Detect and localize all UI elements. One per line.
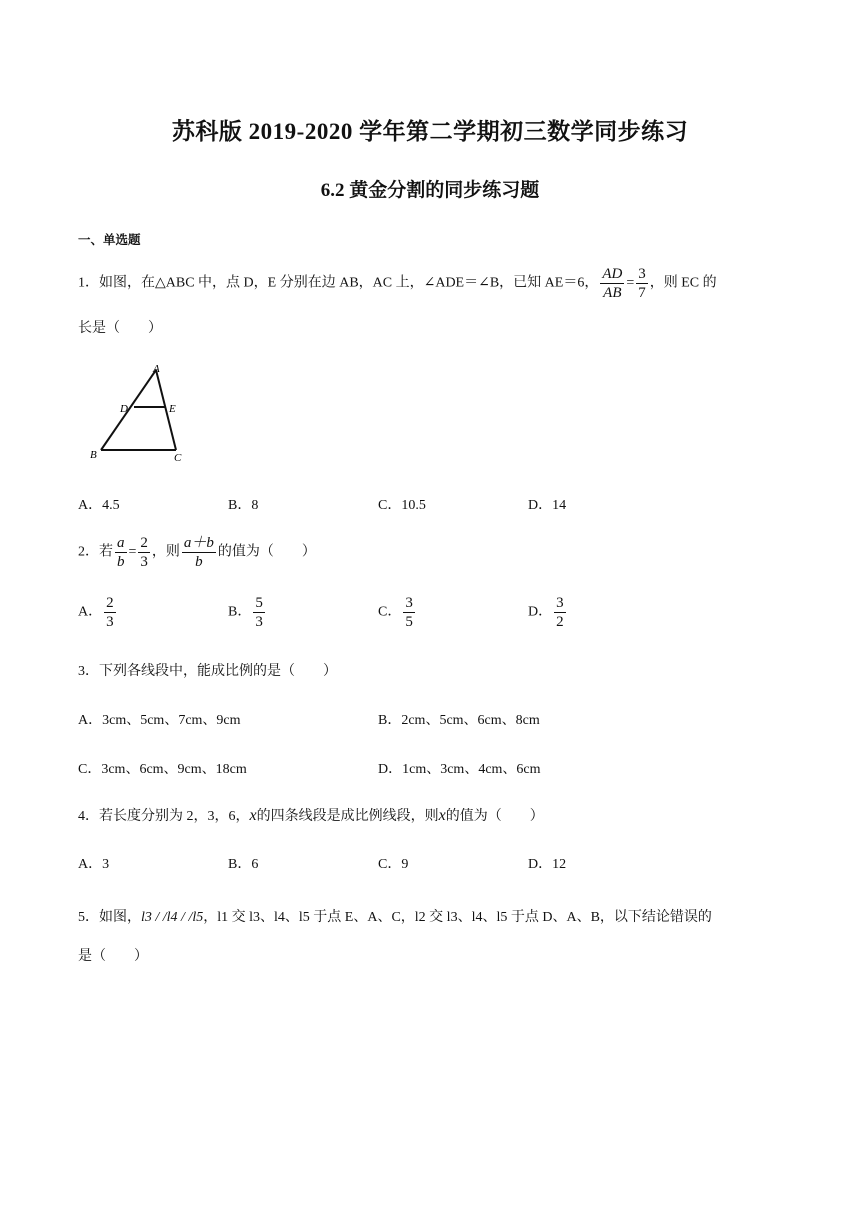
frac-num: 3 xyxy=(638,266,646,282)
question-2-suffix: 的值为（ ） xyxy=(217,544,316,560)
question-2-mid: ，则 xyxy=(151,544,180,560)
q4-option-d[interactable]: D．12 xyxy=(528,857,567,872)
side-ab xyxy=(101,370,156,450)
fraction-3-7 xyxy=(636,265,648,302)
question-5-line1 xyxy=(78,906,712,926)
q2-option-c[interactable] xyxy=(378,594,417,631)
parallel-lines-expression: l3 / /l4 / /l5 xyxy=(141,910,204,925)
q1-option-b[interactable]: B．8 xyxy=(228,498,259,513)
label-a: A xyxy=(153,363,160,375)
option-label: D． xyxy=(528,604,553,620)
fraction-ad-ab xyxy=(600,265,624,302)
option-label: B． xyxy=(228,604,252,620)
variable-x: x xyxy=(438,807,446,824)
triangle-figure xyxy=(86,362,196,466)
frac-num: a＋b xyxy=(183,535,214,551)
question-1-text: 1．如图，在△ABC 中，点 D，E 分别在边 AB，AC 上，∠ADE＝∠B，已知 AE＝6， xyxy=(78,275,599,291)
frac-den: b xyxy=(117,554,125,570)
q3-option-c[interactable]: C．3cm、6cm、9cm、18cm xyxy=(78,762,247,777)
frac-den: 2 xyxy=(556,614,564,630)
question-5-text-a: 5．如图， xyxy=(78,910,141,925)
frac-den: 7 xyxy=(638,285,646,301)
label-c: C xyxy=(174,452,182,464)
question-3: 3．下列各线段中，能成比例的是（ ） xyxy=(78,664,337,679)
question-1-line1 xyxy=(78,265,717,302)
q4-option-a[interactable]: A．3 xyxy=(78,857,110,872)
page-title: 苏科版 2019-2020 学年第二学期初三数学同步练习 xyxy=(171,119,689,144)
frac-den: 5 xyxy=(405,614,413,630)
question-2 xyxy=(78,534,316,571)
question-5-text-b: ，l1 交 l3、l4、l5 于点 E、A、C，l2 交 l3、l4、l5 于点 D、A、B，以下结论错误的 xyxy=(203,910,712,925)
option-label: C． xyxy=(378,604,402,620)
option-label: A． xyxy=(78,604,103,620)
q1-option-c[interactable]: C．10.5 xyxy=(378,498,426,513)
frac-num: AD xyxy=(602,266,623,282)
frac-num: 2 xyxy=(106,595,114,611)
question-1-line2: 长是（ ） xyxy=(78,321,162,336)
label-b: B xyxy=(90,449,97,461)
frac-num: a xyxy=(117,535,125,551)
q3-option-d[interactable]: D．1cm、3cm、4cm、6cm xyxy=(378,762,541,777)
frac-den: 3 xyxy=(140,554,148,570)
question-4-text-c: 的值为（ ） xyxy=(445,809,544,824)
option-fraction xyxy=(253,594,265,631)
frac-den: AB xyxy=(603,285,622,301)
frac-den: 3 xyxy=(106,614,114,630)
fraction-2-3 xyxy=(138,534,150,571)
label-d: D xyxy=(120,403,128,415)
equals-sign: = xyxy=(128,544,137,560)
fraction-a-b xyxy=(115,534,127,571)
q1-option-d[interactable]: D．14 xyxy=(528,498,567,513)
frac-num: 2 xyxy=(140,535,148,551)
q3-option-b[interactable]: B．2cm、5cm、6cm、8cm xyxy=(378,713,540,728)
section-heading: 一、单选题 xyxy=(78,233,141,247)
option-fraction xyxy=(554,594,566,631)
question-5-line2: 是（ ） xyxy=(78,949,148,964)
frac-num: 3 xyxy=(556,595,564,611)
label-e: E xyxy=(169,403,176,415)
question-1-text-end: ，则 EC 的 xyxy=(649,275,717,291)
option-fraction xyxy=(104,594,116,631)
q2-option-a[interactable] xyxy=(78,594,118,631)
q3-option-a[interactable]: A．3cm、5cm、7cm、9cm xyxy=(78,713,241,728)
q1-option-a[interactable]: A．4.5 xyxy=(78,498,120,513)
variable-x: x xyxy=(249,807,257,824)
q4-option-c[interactable]: C．9 xyxy=(378,857,409,872)
frac-den: 3 xyxy=(255,614,263,630)
frac-num: 5 xyxy=(255,595,263,611)
q2-option-d[interactable] xyxy=(528,594,568,631)
frac-den: b xyxy=(195,554,203,570)
frac-num: 3 xyxy=(405,595,413,611)
option-fraction xyxy=(403,594,415,631)
page-subtitle: 6.2 黄金分割的同步练习题 xyxy=(320,180,540,201)
question-2-prefix: 2．若 xyxy=(78,544,113,560)
q4-option-b[interactable]: B．6 xyxy=(228,857,259,872)
fraction-apb-b xyxy=(182,534,216,571)
equals-sign: = xyxy=(626,275,635,291)
question-4 xyxy=(78,805,544,825)
q2-option-b[interactable] xyxy=(228,594,267,631)
question-4-text-b: 的四条线段是成比例线段，则 xyxy=(256,809,439,824)
question-4-text-a: 4．若长度分别为 2，3，6， xyxy=(78,809,250,824)
